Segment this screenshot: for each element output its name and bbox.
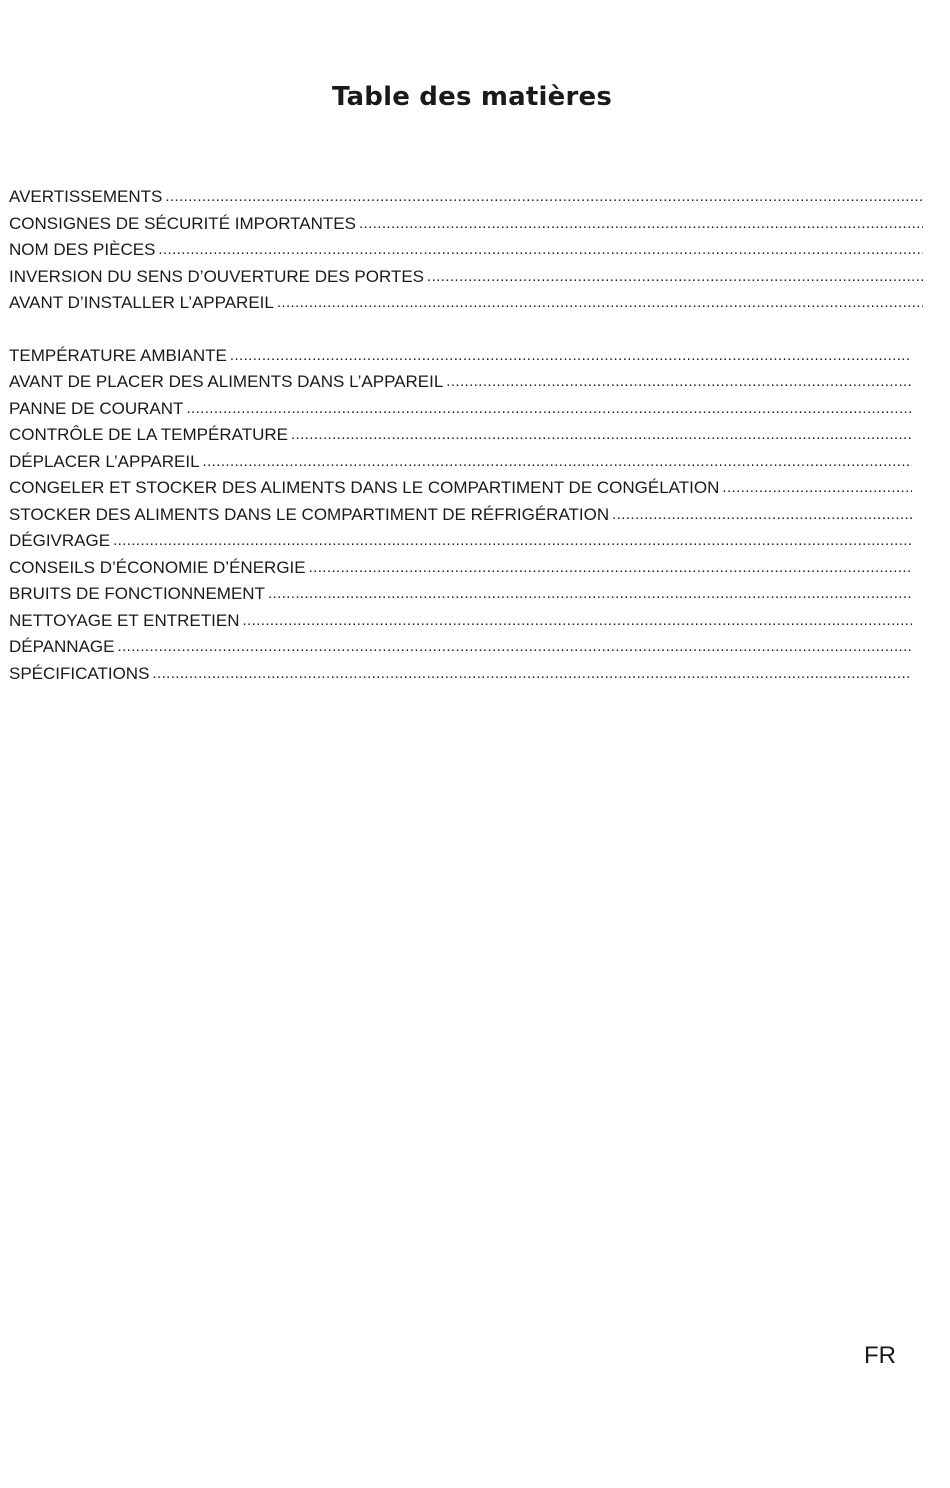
dot-leader <box>427 264 923 291</box>
dot-leader <box>118 634 913 661</box>
toc-entry-conseils-energie[interactable] <box>9 555 912 582</box>
toc-entry-label: CONGELER ET STOCKER DES ALIMENTS DANS LE COMPARTIMENT DE CONGÉLATION <box>9 478 720 497</box>
toc-entry-label: AVANT D’INSTALLER L’APPAREIL <box>9 293 274 312</box>
toc-entry-avant-installer[interactable] <box>9 290 923 317</box>
toc-entry-label: AVERTISSEMENTS <box>9 187 163 206</box>
toc-entry-controle-temperature[interactable] <box>9 422 912 449</box>
dot-leader <box>113 528 912 555</box>
dot-leader <box>446 369 912 396</box>
dot-leader <box>268 581 912 608</box>
toc-entry-depannage[interactable] <box>9 634 912 661</box>
dot-leader <box>203 449 912 476</box>
toc-entry-specifications[interactable] <box>9 661 912 688</box>
dot-leader <box>291 422 912 449</box>
toc-entry-label: NOM DES PIÈCES <box>9 240 156 259</box>
toc-entry-temperature-ambiante[interactable] <box>9 343 912 370</box>
language-code: FR <box>864 1342 896 1369</box>
page-title: Table des matières <box>331 82 613 112</box>
toc-entry-label: CONSIGNES DE SÉCURITÉ IMPORTANTES <box>9 213 356 233</box>
toc-entry-label: DÉPANNAGE <box>9 637 115 656</box>
toc-entry-label: NETTOYAGE ET ENTRETIEN <box>9 610 240 630</box>
toc-entry-label: DÉGIVRAGE <box>9 531 111 550</box>
dot-leader <box>612 502 912 529</box>
table-of-contents <box>9 184 923 713</box>
dot-leader <box>186 396 912 423</box>
toc-entry-stocker-refrigeration[interactable] <box>9 502 912 529</box>
toc-entry-nettoyage-entretien[interactable] <box>9 608 912 635</box>
toc-entry-nom-des-pieces[interactable] <box>9 237 923 264</box>
toc-entry-panne-courant[interactable] <box>9 396 912 423</box>
toc-section-usage <box>9 343 923 688</box>
dot-leader <box>309 555 912 582</box>
dot-leader <box>359 211 923 238</box>
dot-leader <box>277 290 923 317</box>
toc-entry-label: STOCKER DES ALIMENTS DANS LE COMPARTIMENT DE RÉFRIGÉRATION <box>9 504 610 524</box>
toc-entry-label: SPÉCIFICATIONS <box>9 663 150 683</box>
dot-leader <box>165 184 923 211</box>
toc-entry-bruits-fonctionnement[interactable] <box>9 581 912 608</box>
toc-entry-avertissements[interactable] <box>9 184 923 211</box>
toc-entry-label: CONSEILS D’ÉCONOMIE D’ÉNERGIE <box>9 557 306 577</box>
toc-entry-consignes-securite[interactable] <box>9 211 923 238</box>
dot-leader <box>230 343 912 370</box>
dot-leader <box>722 475 912 502</box>
toc-entry-label: PANNE DE COURANT <box>9 398 184 418</box>
toc-entry-label: CONTRÔLE DE LA TEMPÉRATURE <box>9 425 288 444</box>
dot-leader <box>242 608 912 635</box>
toc-entry-label: BRUITS DE FONCTIONNEMENT <box>9 584 265 603</box>
toc-section-general <box>9 184 923 317</box>
toc-entry-inversion-portes[interactable] <box>9 264 923 291</box>
toc-entry-deplacer-appareil[interactable] <box>9 449 912 476</box>
toc-entry-label: INVERSION DU SENS D’OUVERTURE DES PORTES <box>9 266 425 286</box>
dot-leader <box>158 237 923 264</box>
toc-entry-congeler-stocker[interactable] <box>9 475 912 502</box>
toc-entry-label: TEMPÉRATURE AMBIANTE <box>9 345 227 365</box>
toc-entry-avant-placer-aliments[interactable] <box>9 369 912 396</box>
toc-entry-degivrage[interactable] <box>9 528 912 555</box>
toc-entry-label: AVANT DE PLACER DES ALIMENTS DANS L’APPAREIL <box>9 372 444 391</box>
toc-entry-label: DÉPLACER L’APPAREIL <box>9 451 200 471</box>
dot-leader <box>152 661 912 688</box>
